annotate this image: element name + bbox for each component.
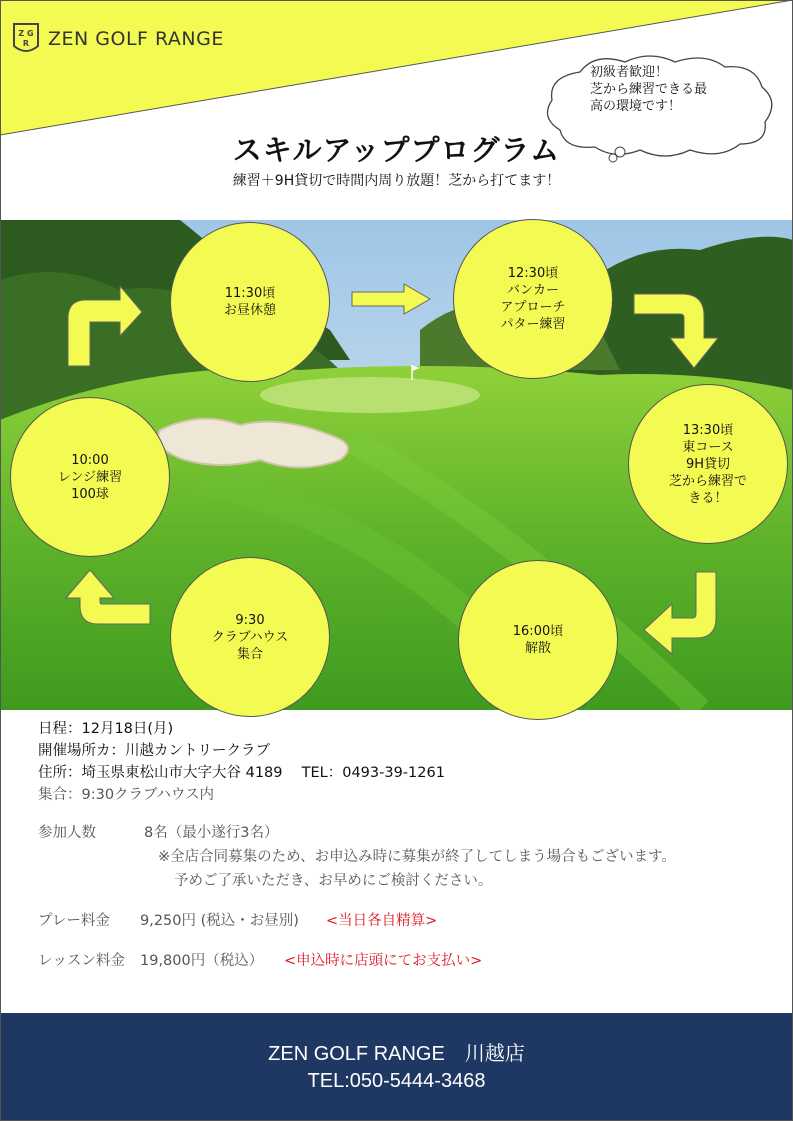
page-title: スキルアッププログラム bbox=[232, 133, 561, 167]
arrow-up-right-icon bbox=[62, 278, 146, 368]
play-fee-label: プレー料金 bbox=[38, 913, 110, 929]
step-text: 11:30頃 お昼休憩 bbox=[223, 286, 276, 318]
arrow-right-icon bbox=[350, 282, 432, 316]
svg-text:R: R bbox=[22, 39, 30, 48]
step-text: 9:30 クラブハウス 集合 bbox=[211, 612, 289, 662]
note-line-2: 予めご了承いただき、お早めにご検討ください。 bbox=[174, 873, 493, 889]
page-subtitle: 練習＋9H貸切で時間内周り放題！芝から打てます！ bbox=[232, 173, 561, 189]
note-line-1: ※全店合同募集のため、お申込み時に募集が終了してしまう場合もございます。 bbox=[158, 849, 676, 865]
lesson-fee-note: <申込時に店頭にてお支払い> bbox=[284, 953, 483, 969]
schedule-step-dismiss bbox=[458, 560, 618, 720]
schedule-step-lunch bbox=[170, 222, 330, 382]
footer-tel: TEL:050-5444-3468 bbox=[307, 1070, 486, 1092]
schedule-step-meet bbox=[170, 557, 330, 717]
step-text: 12:30頃 バンカー アプローチ パター練習 bbox=[500, 266, 566, 332]
arrow-up-left-icon bbox=[62, 568, 152, 646]
step-text: 16:00頃 解散 bbox=[512, 624, 564, 656]
arrow-down-left-icon bbox=[640, 570, 720, 660]
step-text: 13:30頃 東コース 9H貸切 芝から練習で きる！ bbox=[668, 422, 747, 506]
footer-store-name: ZEN GOLF RANGE 川越店 bbox=[268, 1043, 525, 1065]
zgr-shield-icon bbox=[12, 22, 40, 56]
event-date: 日程：12月18日(月) bbox=[38, 721, 174, 737]
svg-text:Z G: Z G bbox=[18, 29, 34, 38]
schedule-step-course bbox=[628, 384, 788, 544]
play-fee-value: 9,250円 (税込・お昼別) bbox=[140, 913, 299, 929]
schedule-step-practice bbox=[453, 219, 613, 379]
event-venue: 開催場所カ：川越カントリークラブ bbox=[38, 743, 270, 759]
bubble-text: 初級者歓迎！ 芝から練習できる最 高の環境です！ bbox=[590, 65, 708, 114]
brand-logo bbox=[12, 22, 224, 56]
footer-bar bbox=[0, 1013, 793, 1121]
play-fee-note: <当日各自精算> bbox=[326, 913, 438, 929]
schedule-step-range bbox=[10, 397, 170, 557]
lesson-fee-value: 19,800円（税込） bbox=[140, 953, 264, 969]
step-text: 10:00 レンジ練習 100球 bbox=[57, 452, 123, 502]
participants-label: 参加人数 bbox=[38, 825, 96, 841]
event-meeting: 集合：9:30クラブハウス内 bbox=[38, 787, 214, 803]
participants-value: 8名（最小遂行3名） bbox=[144, 825, 279, 841]
event-address: 住所：埼玉県東松山市大字大谷 4189 TEL：0493-39-1261 bbox=[38, 765, 445, 781]
lesson-fee-label: レッスン料金 bbox=[38, 953, 125, 969]
arrow-down-right-icon bbox=[632, 292, 724, 370]
brand-name: ZEN GOLF RANGE bbox=[48, 28, 224, 50]
